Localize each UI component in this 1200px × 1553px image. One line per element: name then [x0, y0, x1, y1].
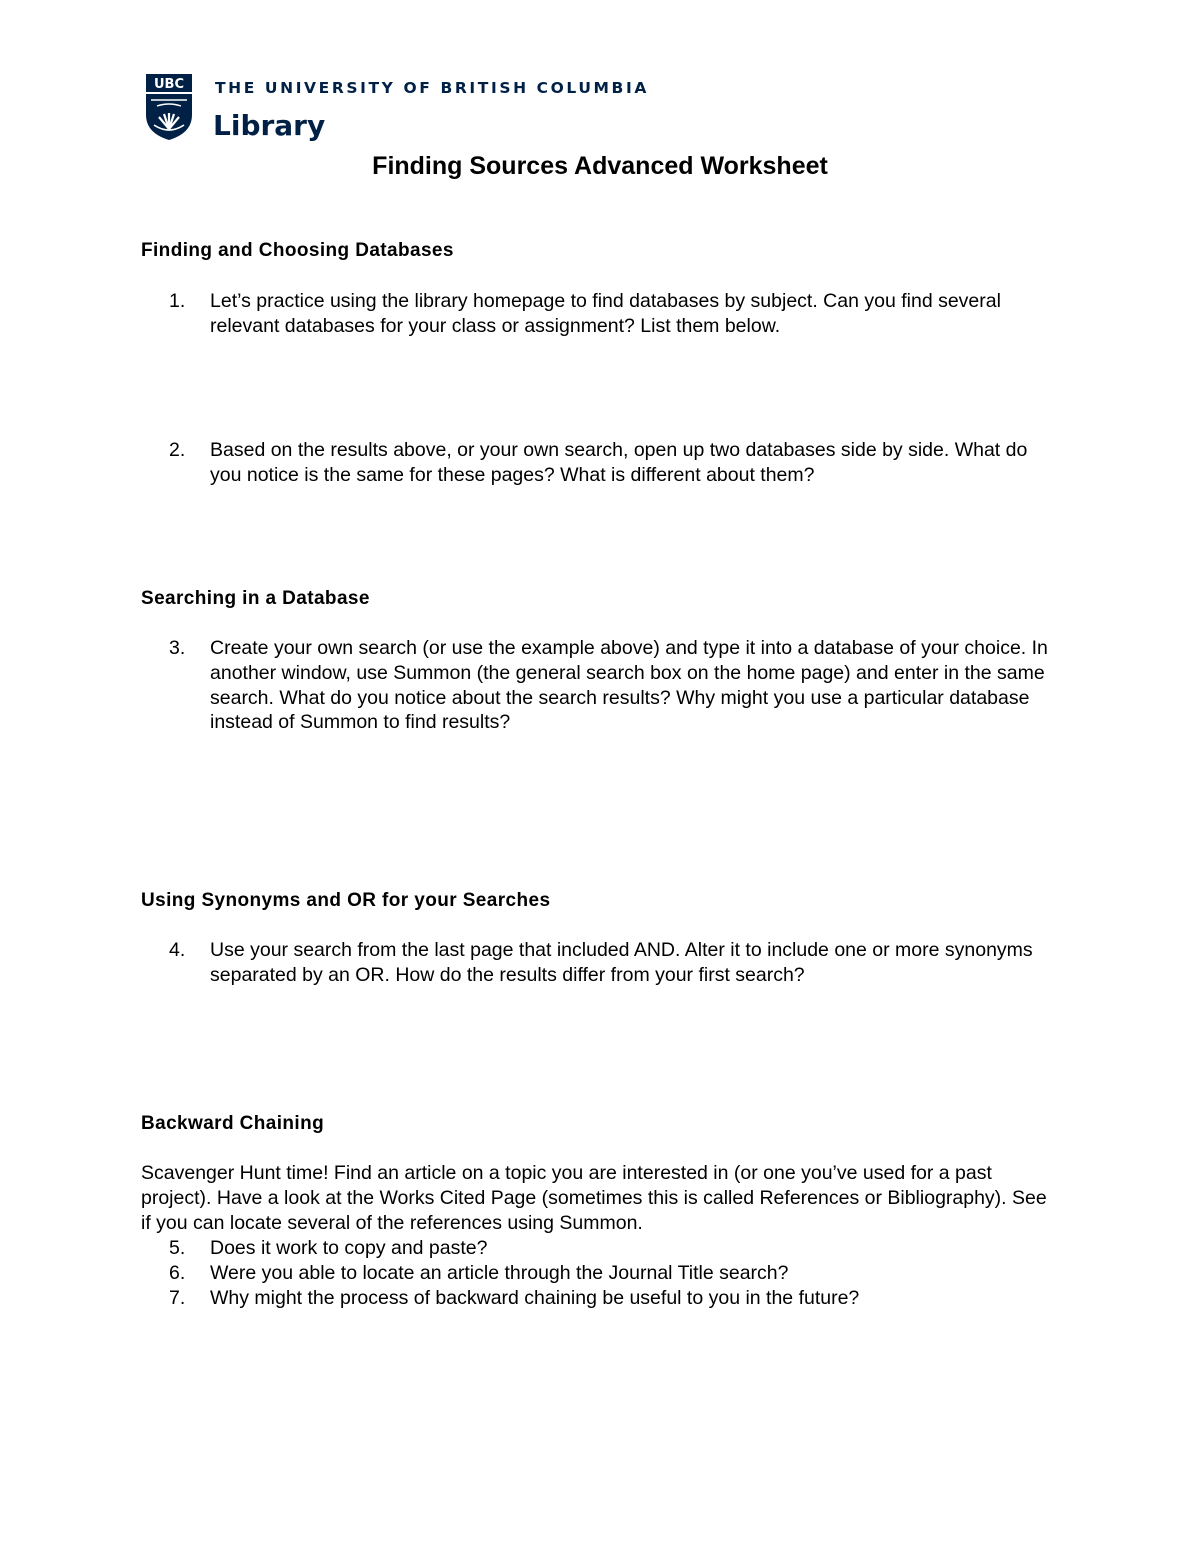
- question-number: 7.: [169, 1287, 186, 1309]
- question-number: 4.: [169, 939, 186, 961]
- university-name: THE UNIVERSITY OF BRITISH COLUMBIA: [215, 79, 649, 97]
- question-number: 2.: [169, 439, 186, 461]
- section-heading-searching-database: Searching in a Database: [141, 588, 370, 609]
- backward-chaining-intro: Scavenger Hunt time! Find an article on a topic you are interested in (or one you’ve used for a past project). Have a look at the Works Cited Page (sometimes this is called References or Bibliography). See if you can locate several of the references using Summon.: [141, 1162, 1047, 1234]
- question-text: Why might the process of backward chaining be useful to you in the future?: [210, 1287, 860, 1309]
- ubc-crest-icon: [145, 73, 193, 141]
- section-heading-synonyms: Using Synonyms and OR for your Searches: [141, 890, 551, 911]
- question-number: 3.: [169, 637, 186, 659]
- library-name: Library: [213, 109, 326, 142]
- question-text: Does it work to copy and paste?: [210, 1237, 488, 1259]
- question-number: 1.: [169, 290, 186, 312]
- question-text: Let’s practice using the library homepage to find databases by subject. Can you find several relevant databases for your class or assignment? List them below.: [210, 290, 1001, 337]
- question-text: Were you able to locate an article through the Journal Title search?: [210, 1262, 789, 1284]
- crest-text: UBC: [153, 77, 185, 92]
- section-heading-finding-databases: Finding and Choosing Databases: [141, 240, 454, 261]
- question-text: Based on the results above, or your own search, open up two databases side by side. What do you notice is the same for these pages? What is different about them?: [210, 439, 1028, 486]
- section-heading-backward-chaining: Backward Chaining: [141, 1113, 325, 1134]
- ubc-library-logo: [145, 73, 649, 153]
- question-number: 5.: [169, 1237, 186, 1259]
- page-title: Finding Sources Advanced Worksheet: [372, 152, 828, 180]
- question-text: Create your own search (or use the example above) and type it into a database of your choice. In another window, use Summon (the general search box on the home page) and enter in the same search. What do you notice about the search results? Why might you use a particular database instead of Summon to find results?: [210, 637, 1048, 734]
- question-number: 6.: [169, 1262, 186, 1284]
- question-text: Use your search from the last page that included AND. Alter it to include one or more synonyms separated by an OR. How do the results differ from your first search?: [210, 939, 1033, 986]
